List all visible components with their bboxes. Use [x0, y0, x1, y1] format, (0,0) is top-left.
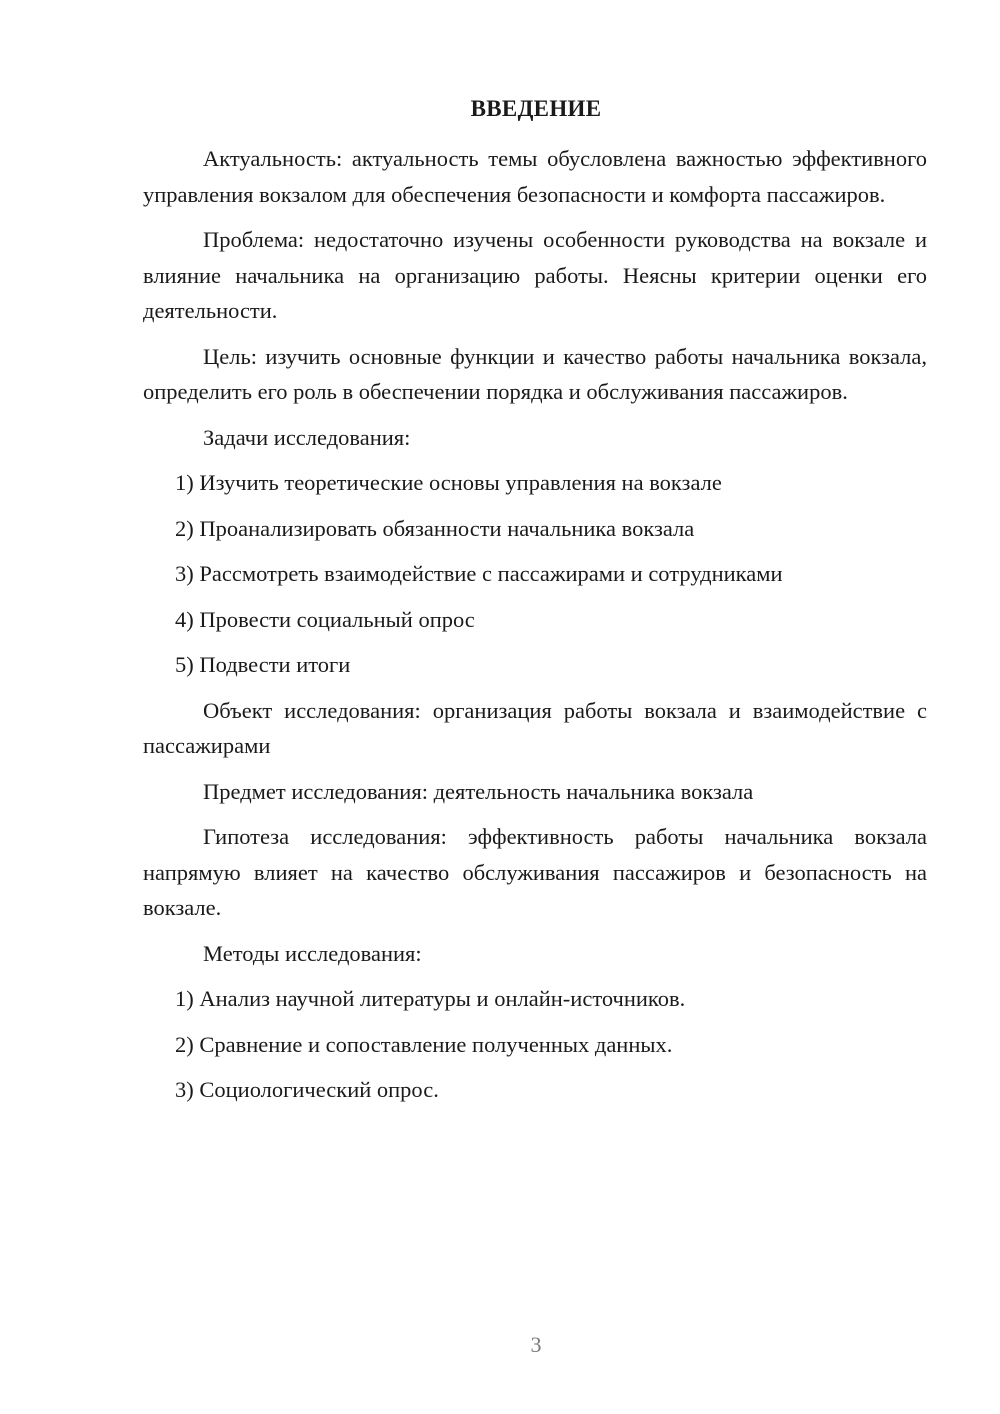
goal-paragraph: Цель: изучить основные функции и качество работы начальника вокзала, определить его роль в обеспечении порядка и обслуживания пассажиров.: [143, 343, 927, 404]
tasks-title: Задачи исследования:: [203, 424, 411, 450]
list-item: 2) Проанализировать обязанности начальника вокзала: [175, 515, 695, 541]
list-item: 2) Сравнение и сопоставление полученных данных.: [175, 1031, 673, 1057]
list-item: 1) Изучить теоретические основы управления на вокзале: [175, 470, 722, 495]
list-item: 5) Подвести итоги: [175, 652, 351, 677]
page-number: 3: [530, 1332, 542, 1357]
subject-paragraph: Предмет исследования: деятельность начальника вокзала: [203, 778, 754, 804]
problem-paragraph: Проблема: недостаточно изучены особенности руководства на вокзале и влияние начальника на организацию работы. Неясны критерии оценки его деятельности.: [143, 227, 927, 323]
hypothesis-paragraph: Гипотеза исследования: эффективность работы начальника вокзала напрямую влияет на качество обслуживания пассажиров и безопасность на вокзале.: [143, 824, 927, 920]
methods-list: [143, 981, 927, 1108]
list-item: 4) Провести социальный опрос: [175, 606, 475, 632]
object-paragraph: Объект исследования: организация работы вокзала и взаимодействие с пассажирами: [143, 697, 927, 758]
relevance-paragraph: Актуальность: актуальность темы обусловлена важностью эффективного управления вокзалом для обеспечения безопасности и комфорта пассажиров.: [143, 146, 927, 207]
list-item: 1) Анализ научной литературы и онлайн-источников.: [175, 986, 686, 1011]
list-item: 3) Социологический опрос.: [175, 1077, 439, 1102]
section-heading: ВВЕДЕНИЕ: [470, 96, 602, 121]
methods-title: Методы исследования:: [203, 940, 422, 966]
document-body: [143, 141, 927, 1118]
tasks-list: [143, 465, 927, 683]
list-item: 3) Рассмотреть взаимодействие с пассажирами и сотрудниками: [175, 561, 783, 586]
